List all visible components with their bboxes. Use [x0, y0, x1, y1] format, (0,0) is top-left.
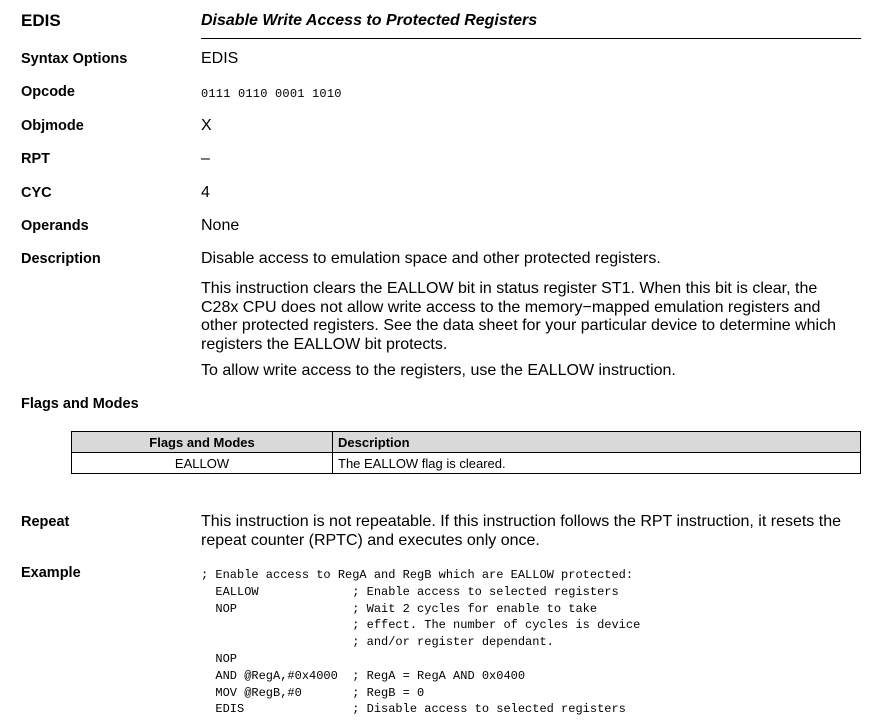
operands-value: None	[201, 217, 240, 234]
description-paragraph-3: To allow write access to the registers, use the EALLOW instruction.	[201, 362, 676, 379]
operands-label: Operands	[21, 218, 89, 234]
repeat-label: Repeat	[21, 514, 70, 530]
description-paragraph-2: This instruction clears the EALLOW bit in status register ST1. When this bit is clear, the C28x CPU does not allow write access to the memory−mapped emulation registers and other protected registers. See the data sheet for your particular device to determine which registers the EALLOW bit protects.	[201, 280, 837, 353]
cyc-value: 4	[201, 184, 210, 201]
flags-and-modes-table	[71, 431, 861, 474]
instruction-mnemonic: EDIS	[21, 11, 61, 30]
table-header-description: Description	[333, 432, 861, 453]
rpt-label: RPT	[21, 151, 50, 167]
table-cell-flag: EALLOW	[72, 453, 333, 474]
description-label: Description	[21, 251, 101, 267]
example-code-block: ; Enable access to RegA and RegB which are EALLOW protected: EALLOW ; Enable access to selected registers NOP ; Wait 2 cycles for enable to take ; effect. The number of cycles is device ; and/or register dependant. NOP AND @RegA,#0x4000 ; RegA = RegA AND 0x0400 MOV @RegB,#0 ; RegB = 0 EDIS ; Disable access to selected registers	[201, 568, 641, 717]
table-row	[72, 453, 861, 474]
flags-and-modes-label: Flags and Modes	[21, 396, 139, 412]
table-header-row	[72, 432, 861, 453]
cyc-label: CYC	[21, 185, 52, 201]
instruction-title: Disable Write Access to Protected Registers	[201, 12, 538, 29]
example-label: Example	[21, 565, 81, 581]
rpt-value: –	[201, 150, 210, 167]
description-paragraph-1: Disable access to emulation space and other protected registers.	[201, 250, 661, 267]
syntax-options-value: EDIS	[201, 50, 239, 67]
opcode-label: Opcode	[21, 84, 75, 100]
header-rule	[201, 38, 861, 39]
table-header-flags: Flags and Modes	[72, 432, 333, 453]
objmode-label: Objmode	[21, 118, 84, 134]
syntax-options-label: Syntax Options	[21, 51, 128, 67]
objmode-value: X	[201, 117, 212, 134]
opcode-value: 0111 0110 0001 1010	[201, 87, 342, 101]
table-cell-description: The EALLOW flag is cleared.	[333, 453, 861, 474]
repeat-text: This instruction is not repeatable. If this instruction follows the RPT instruction, it resets the repeat counter (RPTC) and executes only once.	[201, 513, 841, 549]
